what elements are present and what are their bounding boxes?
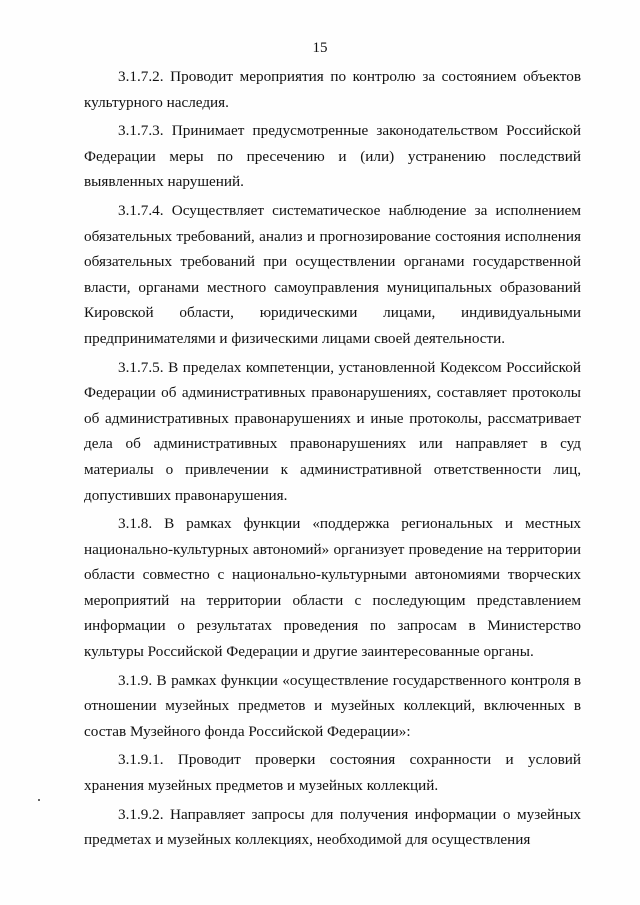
paragraph-3-1-7-2: 3.1.7.2. Проводит мероприятия по контролю за состоянием объектов культурного наследия. bbox=[84, 68, 581, 111]
paragraph-3-1-9-1: 3.1.9.1. Проводит проверки состояния сохранности и условий хранения музейных предметов и музейных коллекций. bbox=[84, 751, 581, 795]
paragraph-3-1-7-3: 3.1.7.3. Принимает предусмотренные законодательством Российской Федерации меры по пресечению и (или) устранению последствий выявленных нарушений. bbox=[84, 122, 581, 191]
paragraph-3-1-8: 3.1.8. В рамках функции «поддержка региональных и местных национально-культурных автономий» организует проведение на территории области совместно с национально-культурными автономиями творческих мероприятий на территории области с последующим представлением информации о результатах проведения по запросам в Министерство культуры Российской Федерации и другие заинтересованные органы. bbox=[84, 515, 581, 661]
paragraph-3-1-7-4: 3.1.7.4. Осуществляет систематическое наблюдение за исполнением обязательных требований, анализ и прогнозирование состояния исполнения обязательных требований при осуществлении органами государственной власти, органами местного самоуправления муниципальных образований Кировской области, юридическими лицами, индивидуальными предпринимателями и физическими лицами своей деятельности. bbox=[84, 201, 581, 347]
paragraph-3-1-9-2: 3.1.9.2. Направляет запросы для получения информации о музейных предметах и музейных коллекциях, необходимой для осуществления bbox=[84, 805, 581, 849]
page-number: 15 bbox=[312, 40, 328, 56]
document-body bbox=[84, 60, 581, 853]
scan-speck bbox=[38, 799, 40, 801]
paragraph-3-1-9: 3.1.9. В рамках функции «осуществление государственного контроля в отношении музейных предметов и музейных коллекций, включенных в состав Музейного фонда Российской Федерации»: bbox=[84, 671, 581, 740]
paragraph-3-1-7-5: 3.1.7.5. В пределах компетенции, установленной Кодексом Российской Федерации об административных правонарушениях, составляет протоколы об административных правонарушениях и иные протоколы, рассматривает дела об административных правонарушениях или направляет в суд материалы о привлечении к административной ответственности лиц, допустивших правонарушения. bbox=[84, 358, 581, 504]
